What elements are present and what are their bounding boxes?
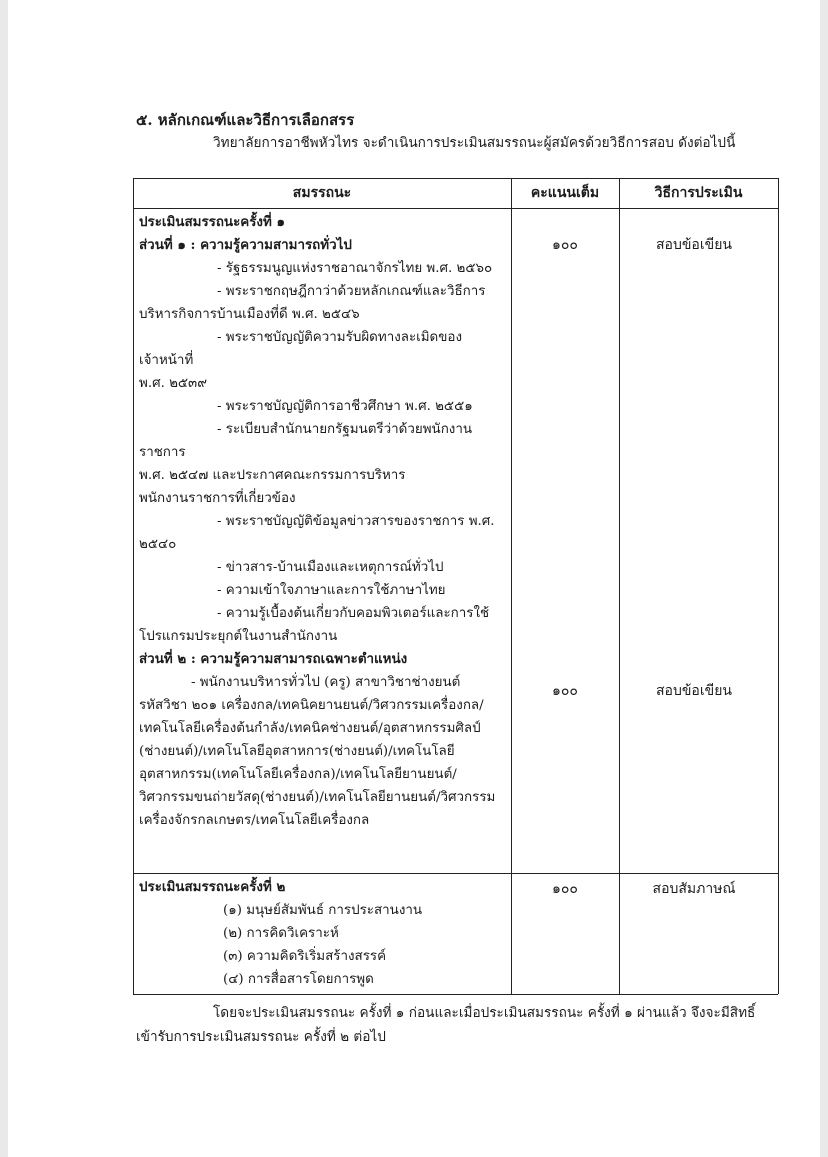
part1-line: - พระราชบัญญัติความรับผิดทางละเมิดของ: [217, 330, 462, 345]
document-page: [8, 0, 820, 1157]
part1-line: - ความรู้เบื้องต้นเกี่ยวกับคอมพิวเตอร์และการใช้: [217, 606, 490, 621]
part1-line: ๒๕๔๐: [139, 537, 177, 552]
part1-score: ๑๐๐: [552, 237, 578, 253]
intro-paragraph: วิทยาลัยการอาชีพหัวไทร จะดำเนินการประเมินสมรรถนะผู้สมัครด้วยวิธีการสอบ ดังต่อไปนี้: [213, 135, 736, 151]
round2-cell: [139, 876, 511, 991]
part1-line: - ข่าวสาร-บ้านเมืองและเหตุการณ์ทั่วไป: [217, 560, 444, 575]
header-competency: สมรรถนะ: [292, 185, 352, 201]
round2-method: สอบสัมภาษณ์: [652, 881, 736, 897]
part1-line: บริหารกิจการบ้านเมืองที่ดี พ.ศ. ๒๕๔๖: [139, 307, 360, 322]
table-border-left: [133, 178, 134, 994]
section-heading: ๕. หลักเกณฑ์และวิธีการเลือกสรร: [136, 111, 355, 129]
part2-method: สอบข้อเขียน: [656, 683, 732, 699]
round1-cell: [139, 211, 511, 832]
table-header-divider: [133, 208, 778, 209]
round2-item: (๔) การสื่อสารโดยการพูด: [223, 972, 374, 987]
part1-method: สอบข้อเขียน: [656, 237, 732, 253]
round2-item: (๒) การคิดวิเคราะห์: [223, 926, 339, 941]
part1-line: พ.ศ. ๒๕๔๗ และประกาศคณะกรรมการบริหาร: [139, 468, 406, 483]
part2-line: - พนักงานบริหารทั่วไป (ครู) สาขาวิชาช่างยนต์: [191, 675, 461, 690]
part1-line: - พระราชบัญญัติการอาชีวศึกษา พ.ศ. ๒๕๕๑: [217, 399, 473, 414]
part1-line: - พระราชกฤษฎีกาว่าด้วยหลักเกณฑ์และวิธีการ: [217, 284, 486, 299]
part2-line: อุตสาหกรรม(เทคโนโลยีเครื่องกล)/เทคโนโลยียานยนต์/: [139, 767, 457, 782]
table-col-divider-1: [511, 178, 512, 994]
table-border-right: [778, 178, 779, 994]
table-col-divider-2: [619, 178, 620, 994]
part1-line: โปรแกรมประยุกต์ในงานสำนักงาน: [139, 629, 338, 644]
table-border-bottom: [133, 994, 778, 995]
part2-score: ๑๐๐: [552, 683, 578, 699]
part1-line: ราชการ: [139, 445, 186, 460]
assessment-table: [133, 178, 778, 994]
part2-line: วิศวกรรมขนถ่ายวัสดุ(ช่างยนต์)/เทคโนโลยียานยนต์/วิศวกรรม: [139, 790, 496, 805]
header-full-score: คะแนนเต็ม: [530, 185, 600, 201]
part1-line: - รัฐธรรมนูญแห่งราชอาณาจักรไทย พ.ศ. ๒๕๖๐: [217, 261, 493, 276]
part1-line: - ระเบียบสำนักนายกรัฐมนตรีว่าด้วยพนักงาน: [217, 422, 473, 437]
header-method: วิธีการประเมิน: [654, 185, 743, 201]
part1-line: พนักงานราชการที่เกี่ยวข้อง: [139, 491, 296, 506]
part2-line: รหัสวิชา ๒๐๑ เครื่องกล/เทคนิคยานยนต์/วิศวกรรมเครื่องกล/: [139, 698, 484, 713]
footer-line-1: โดยจะประเมินสมรรถนะ ครั้งที่ ๑ ก่อนและเมื่อประเมินสมรรถนะ ครั้งที่ ๑ ผ่านแล้ว จึงจะมีสิทธิ์: [213, 1005, 756, 1021]
round2-title: ประเมินสมรรถนะครั้งที่ ๒: [139, 879, 286, 895]
part1-line: - ความเข้าใจภาษาและการใช้ภาษาไทย: [217, 583, 446, 598]
part1-line: - พระราชบัญญัติข้อมูลข่าวสารของราชการ พ.ศ.: [217, 514, 495, 529]
part1-title: ส่วนที่ ๑ : ความรู้ความสามารถทั่วไป: [139, 237, 352, 253]
table-round-divider: [133, 873, 778, 874]
part2-line: เครื่องจักรกลเกษตร/เทคโนโลยีเครื่องกล: [139, 813, 370, 828]
round2-score: ๑๐๐: [552, 881, 578, 897]
round2-item: (๓) ความคิดริเริ่มสร้างสรรค์: [223, 949, 387, 964]
part2-line: (ช่างยนต์)/เทคโนโลยีอุตสาหการ(ช่างยนต์)/เทคโนโลยี: [139, 744, 455, 759]
footer-line-2: เข้ารับการประเมินสมรรถนะ ครั้งที่ ๒ ต่อไป: [136, 1029, 386, 1045]
part1-line: พ.ศ. ๒๕๓๙: [139, 376, 208, 391]
part2-title: ส่วนที่ ๒ : ความรู้ความสามารถเฉพาะตำแหน่ง: [139, 651, 408, 667]
part2-line: เทคโนโลยีเครื่องต้นกำลัง/เทคนิคช่างยนต์/อุตสาหกรรมศิลป์: [139, 721, 481, 736]
part1-line: เจ้าหน้าที่: [139, 353, 194, 368]
round1-title: ประเมินสมรรถนะครั้งที่ ๑: [139, 214, 285, 230]
round2-item: (๑) มนุษย์สัมพันธ์ การประสานงาน: [223, 903, 423, 918]
